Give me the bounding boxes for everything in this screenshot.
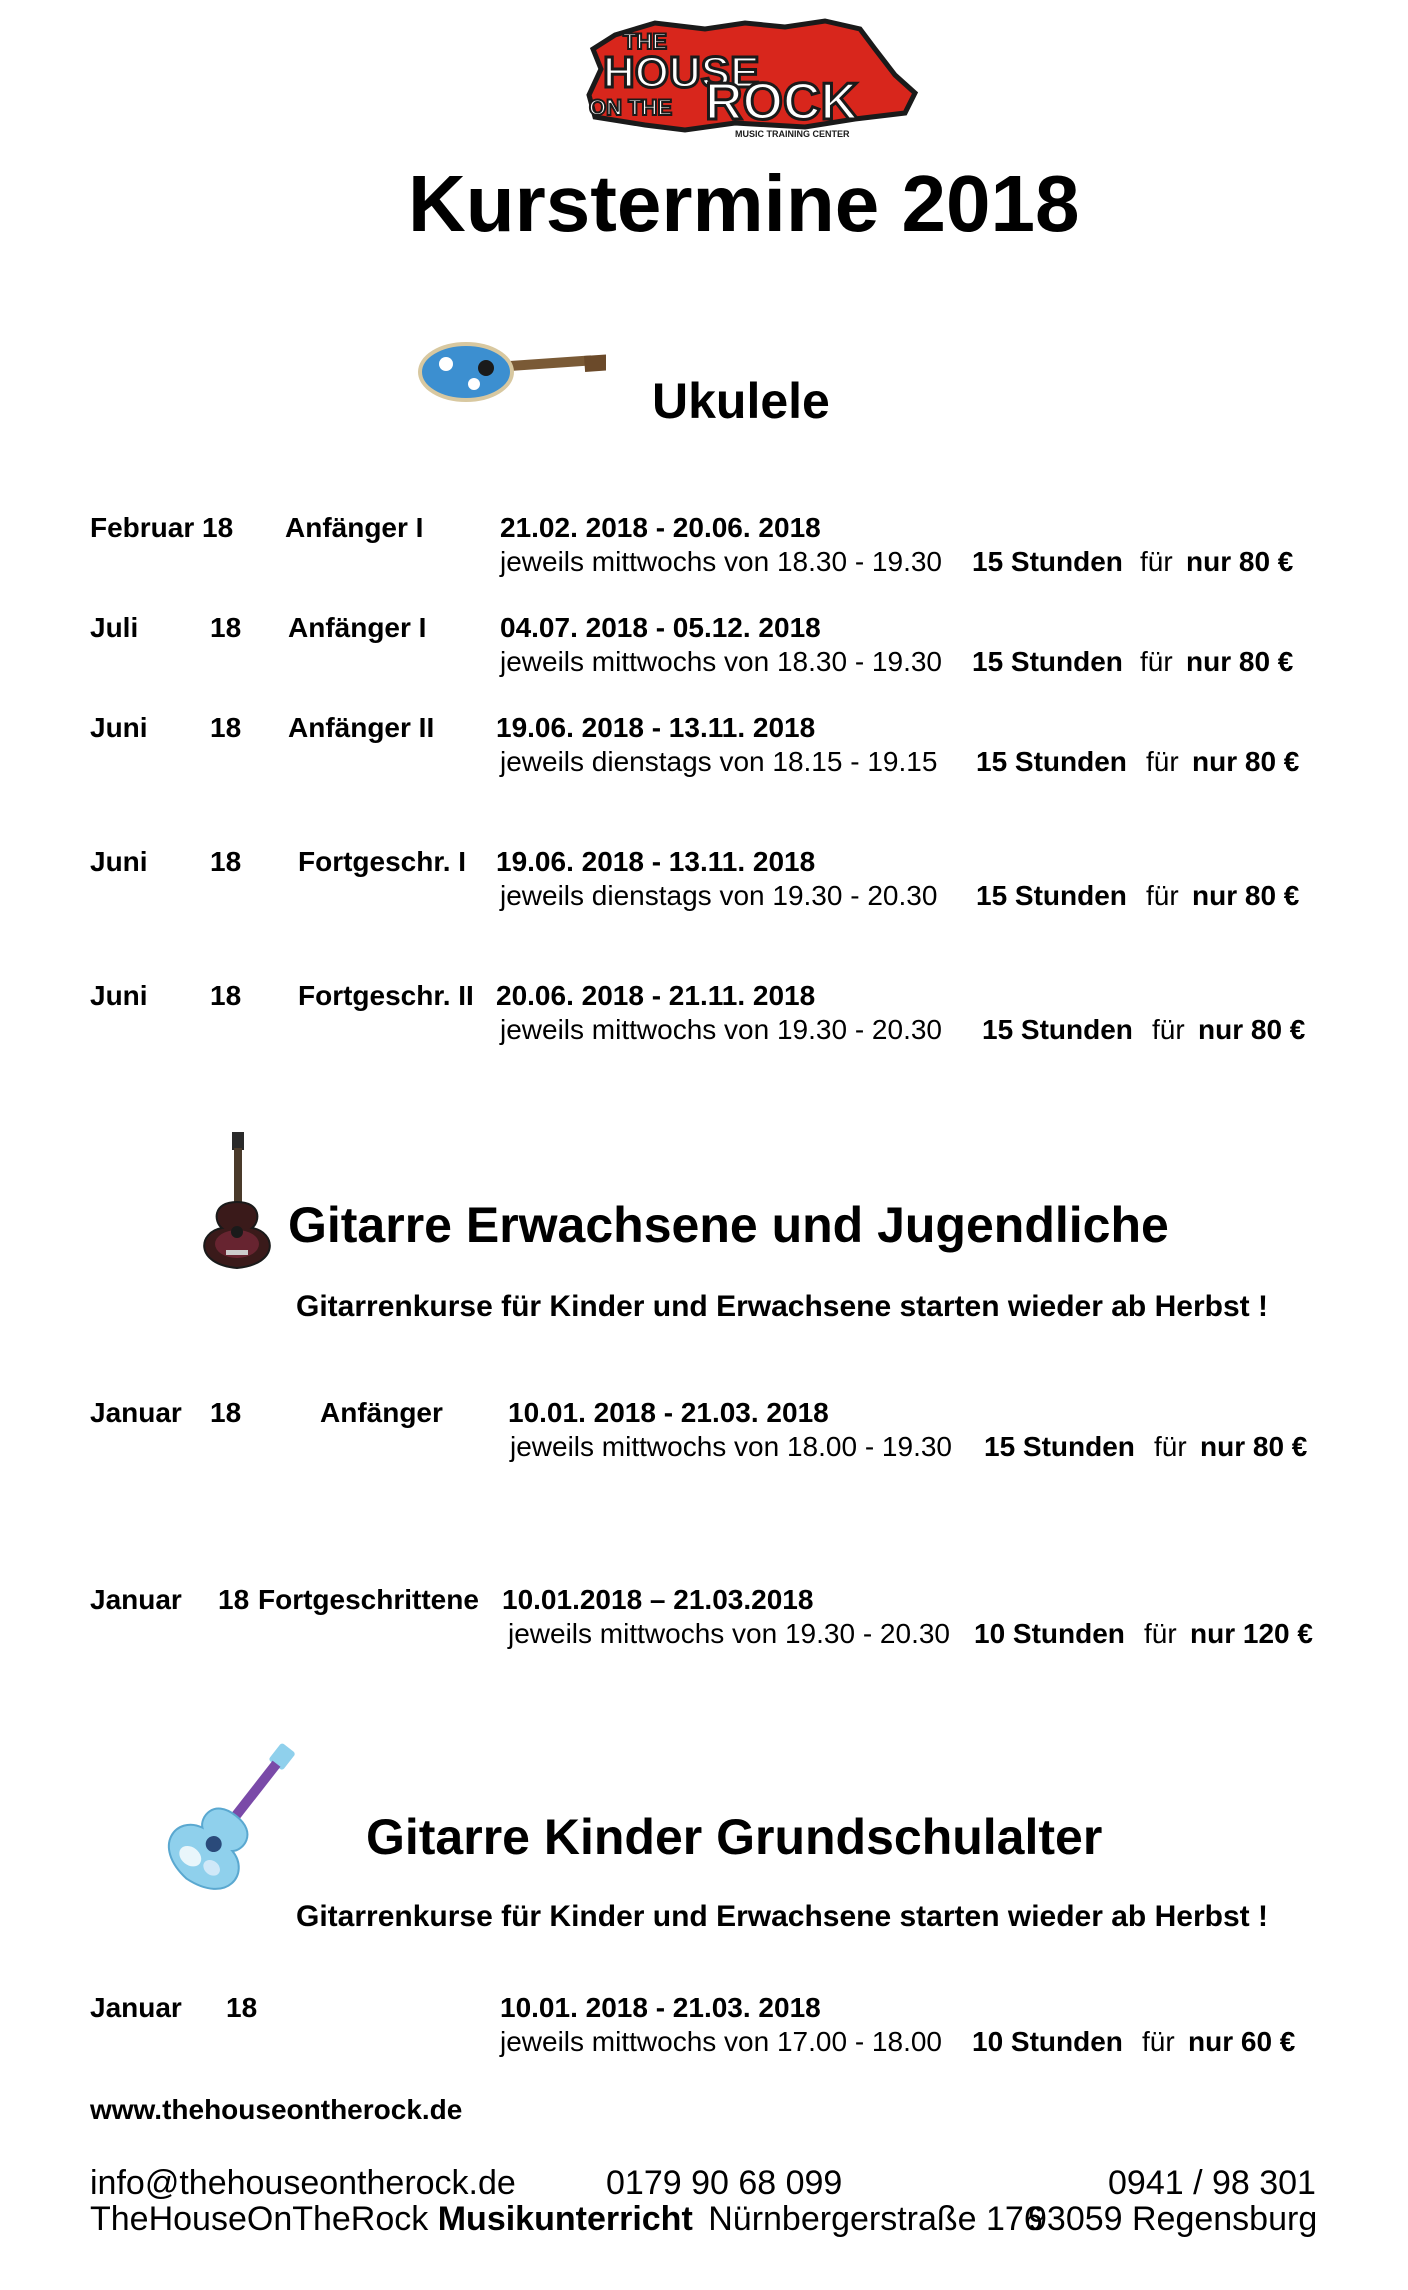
course-price: nur 80 € (1186, 646, 1294, 677)
course-month: Juni (90, 980, 148, 1011)
course-fuer: für (1142, 2026, 1175, 2057)
page-title: Kurstermine 2018 (408, 159, 1080, 248)
course-price: nur 80 € (1192, 746, 1300, 777)
kids-guitar-icon (152, 1734, 312, 1909)
course-hours: 15 Stunden (976, 880, 1127, 911)
course-price: nur 60 € (1188, 2026, 1296, 2057)
course-year: 18 (210, 612, 242, 643)
course-schedule: jeweils mittwochs von 19.30 - 20.30 (500, 1014, 942, 1045)
course-month: Januar (90, 1992, 182, 2023)
course-fuer: für (1140, 646, 1173, 677)
house-on-the-rock-logo (585, 15, 925, 160)
mobile-number: 0179 90 68 099 (606, 2164, 843, 2202)
course-month: Juli (90, 612, 139, 643)
course-level: Anfänger II (288, 712, 435, 743)
course-schedule: jeweils mittwochs von 18.30 - 19.30 (500, 646, 942, 677)
course-dates: 20.06. 2018 - 21.11. 2018 (496, 980, 816, 1011)
gitarre-erwachsene-heading: Gitarre Erwachsene und Jugendliche (288, 1197, 1169, 1253)
course-year: 18 (210, 712, 242, 743)
logo-the: THE (623, 29, 667, 54)
course-dates: 04.07. 2018 - 05.12. 2018 (500, 612, 821, 643)
course-year: 18 (226, 1992, 258, 2023)
course-year: 18 (218, 1584, 250, 1615)
course-schedule: jeweils dienstags von 19.30 - 20.30 (500, 880, 938, 911)
gitarre-kinder-heading: Gitarre Kinder Grundschulalter (366, 1809, 1103, 1865)
gitarre-kinder-notice: Gitarrenkurse für Kinder und Erwachsene starten wieder ab Herbst ! (296, 1900, 1268, 1933)
course-price: nur 80 € (1192, 880, 1300, 911)
course-month: Februar 18 (90, 512, 234, 543)
course-dates: 10.01.2018 – 21.03.2018 (502, 1584, 814, 1615)
course-schedule: jeweils mittwochs von 18.00 - 19.30 (510, 1431, 952, 1462)
logo-house: HOUSE (603, 48, 760, 97)
course-month: Juni (90, 712, 148, 743)
website-link[interactable]: www.thehouseontherock.de (90, 2094, 463, 2125)
course-level: Anfänger I (285, 512, 424, 543)
course-fuer: für (1146, 746, 1179, 777)
course-schedule: jeweils dienstags von 18.15 - 19.15 (500, 746, 938, 777)
course-dates: 19.06. 2018 - 13.11. 2018 (496, 712, 816, 743)
gitarre-erwachsene-notice: Gitarrenkurse für Kinder und Erwachsene starten wieder ab Herbst ! (296, 1290, 1268, 1323)
course-hours: 15 Stunden (972, 546, 1123, 577)
course-level: Anfänger (320, 1397, 443, 1428)
logo-tagline: MUSIC TRAINING CENTER (735, 129, 850, 139)
course-year: 18 (210, 846, 242, 877)
address-line (90, 2200, 1043, 2239)
course-hours: 15 Stunden (976, 746, 1127, 777)
company-name: TheHouseOnTheRock (90, 2200, 429, 2238)
course-hours: 15 Stunden (984, 1431, 1135, 1462)
course-fuer: für (1152, 1014, 1185, 1045)
course-year: 18 (210, 1397, 242, 1428)
course-level: Fortgeschrittene (258, 1584, 479, 1615)
course-schedule: jeweils mittwochs von 18.30 - 19.30 (500, 546, 942, 577)
course-hours: 10 Stunden (972, 2026, 1123, 2057)
course-fuer: für (1146, 880, 1179, 911)
company-subtitle: Musikunterricht (437, 2200, 693, 2238)
course-year: 18 (210, 980, 242, 1011)
course-month: Januar (90, 1584, 182, 1615)
course-schedule: jeweils mittwochs von 19.30 - 20.30 (508, 1618, 950, 1649)
ukulele-heading: Ukulele (652, 373, 830, 429)
course-hours: 15 Stunden (982, 1014, 1133, 1045)
email-link[interactable]: info@thehouseontherock.de (90, 2164, 516, 2202)
logo-rock: ROCK (705, 73, 859, 131)
course-price: nur 80 € (1198, 1014, 1306, 1045)
course-level: Anfänger I (288, 612, 427, 643)
course-dates: 10.01. 2018 - 21.03. 2018 (508, 1397, 829, 1428)
course-price: nur 120 € (1190, 1618, 1313, 1649)
course-month: Januar (90, 1397, 182, 1428)
course-dates: 19.06. 2018 - 13.11. 2018 (496, 846, 816, 877)
course-dates: 21.02. 2018 - 20.06. 2018 (500, 512, 821, 543)
phone-number: 0941 / 98 301 (1108, 2164, 1316, 2202)
course-hours: 10 Stunden (974, 1618, 1125, 1649)
course-price: nur 80 € (1186, 546, 1294, 577)
ukulele-icon (416, 330, 606, 415)
course-level: Fortgeschr. I (298, 846, 467, 877)
course-fuer: für (1144, 1618, 1177, 1649)
guitar-icon (192, 1132, 282, 1277)
street-address: Nürnbergerstraße 176 (708, 2200, 1043, 2238)
course-fuer: für (1154, 1431, 1187, 1462)
course-month: Juni (90, 846, 148, 877)
course-price: nur 80 € (1200, 1431, 1308, 1462)
course-dates: 10.01. 2018 - 21.03. 2018 (500, 1992, 821, 2023)
city-address: 93059 Regensburg (1028, 2200, 1318, 2238)
course-level: Fortgeschr. II (298, 980, 474, 1011)
course-fuer: für (1140, 546, 1173, 577)
course-schedule: jeweils mittwochs von 17.00 - 18.00 (500, 2026, 942, 2057)
course-hours: 15 Stunden (972, 646, 1123, 677)
logo-on-the: ON THE (589, 95, 673, 120)
